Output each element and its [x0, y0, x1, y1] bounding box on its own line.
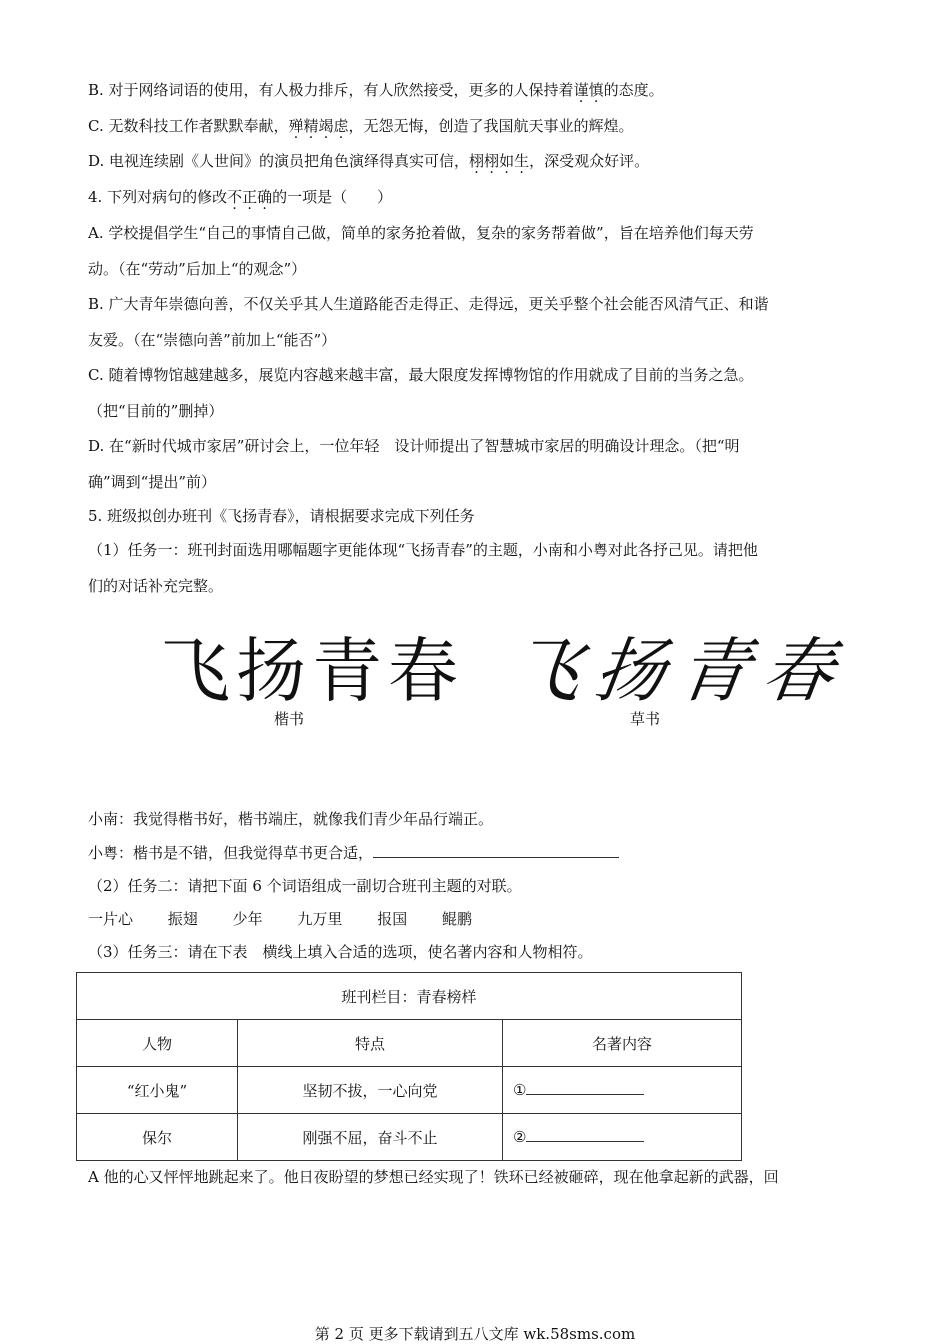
word-item: 鲲鹏 [441, 910, 472, 928]
option-c-q4-line2: （把“目前的”删掉） [88, 402, 224, 420]
option-d-q4-line1: D. 在“新时代城市家居”研讨会上，一位年轻 设计师提出了智慧城市家居的明确设计理念。（把“明 [88, 437, 740, 455]
xiaoyue-dialogue: 小粤：楷书是不错，但我觉得草书更合适， [88, 843, 619, 863]
word-list [88, 909, 502, 929]
caoshu-label: 草书 [630, 711, 661, 728]
person-cell: 保尔 [77, 1114, 238, 1161]
option-c-q4-line1: C. 随着博物馆越建越多，展览内容越来越丰富，最大限度发挥博物馆的作用就成了目前的当务之急。 [88, 366, 754, 384]
word-item: 一片心 [88, 910, 134, 928]
dotted-term: 栩栩如生 [469, 152, 530, 170]
word-item: 振翅 [167, 910, 198, 928]
table-row [77, 1067, 742, 1114]
excerpt-text: A 他的心又怦怦地跳起来了。他日夜盼望的梦想已经实现了！铁环已经被砸碎，现在他拿起新的武器，回 [88, 1168, 779, 1186]
option-b-q4-line2: 友爱。（在“崇德向善”前加上“能否”） [88, 331, 337, 349]
task3: （3）任务三：请在下表 横线上填入合适的选项，使名著内容和人物相符。 [88, 943, 593, 961]
question-4: 4. 下列对病句的修改不正确的一项是（ ） [88, 188, 393, 206]
dotted-term: 殚精竭虑 [288, 117, 349, 135]
dotted-term: 谨慎 [573, 81, 604, 99]
question-5: 5. 班级拟创办班刊《飞扬青春》，请根据要求完成下列任务 [88, 507, 475, 525]
table-header: 人物 [77, 1020, 238, 1067]
option-b-q4-line1: B. 广大青年崇德向善，不仅关乎其人生道路能否走得正、走得远，更关乎整个社会能否风清气正、和谐 [88, 295, 769, 313]
content-cell: ② [503, 1114, 742, 1161]
answer-blank[interactable] [526, 1082, 644, 1095]
xiaonan-dialogue: 小南：我觉得楷书好，楷书端庄，就像我们青少年品行端正。 [88, 810, 494, 828]
content-cell: ① [503, 1067, 742, 1114]
answer-blank[interactable] [373, 843, 619, 858]
word-item: 报国 [377, 910, 408, 928]
table-header: 特点 [238, 1020, 503, 1067]
trait-cell: 坚韧不拔，一心向党 [238, 1067, 503, 1114]
word-item: 九万里 [297, 910, 343, 928]
answer-blank[interactable] [526, 1129, 644, 1142]
word-item: 少年 [232, 910, 263, 928]
option-a-q4-line2: 动。（在“劳动”后加上“的观念”） [88, 260, 307, 278]
page-footer: 第 2 页 更多下载请到五八文库 wk.58sms.com [314, 1325, 636, 1343]
task1-line2: 们的对话补充完整。 [88, 577, 224, 595]
table-row [77, 1114, 742, 1161]
kaishu-label: 楷书 [274, 711, 305, 728]
dotted-term: 不正确 [227, 188, 273, 206]
trait-cell: 刚强不屈，奋斗不止 [238, 1114, 503, 1161]
option-d-q3: D. 电视连续剧《人世间》的演员把角色演绎得真实可信，栩栩如生，深受观众好评。 [88, 152, 650, 170]
task1-line1: （1）任务一：班刊封面选用哪幅题字更能体现“飞扬青春”的主题，小南和小粤对此各抒己见。请把他 [88, 541, 758, 559]
kaishu-calligraphy: 飞扬青春 [160, 630, 464, 712]
option-d-q4-line2: 确”调到“提出”前） [88, 473, 217, 491]
option-b-q3: B. 对于网络词语的使用，有人极力排斥，有人欣然接受，更多的人保持着谨慎的态度。 [88, 81, 664, 99]
table-header: 名著内容 [503, 1020, 742, 1067]
option-a-q4-line1: A. 学校提倡学生“自己的事情自己做，简单的家务抢着做，复杂的家务帮着做”，旨在培养他们每天劳 [88, 224, 754, 242]
task2: （2）任务二：请把下面 6 个词语组成一副切合班刊主题的对联。 [88, 877, 522, 895]
caoshu-calligraphy: 飞扬青春 [505, 630, 853, 712]
person-cell: “红小鬼” [77, 1067, 238, 1114]
option-c-q3: C. 无数科技工作者默默奉献，殚精竭虑，无怨无悔，创造了我国航天事业的辉煌。 [88, 117, 634, 135]
role-model-table [76, 972, 742, 1161]
table-title: 班刊栏目：青春榜样 [77, 973, 742, 1020]
